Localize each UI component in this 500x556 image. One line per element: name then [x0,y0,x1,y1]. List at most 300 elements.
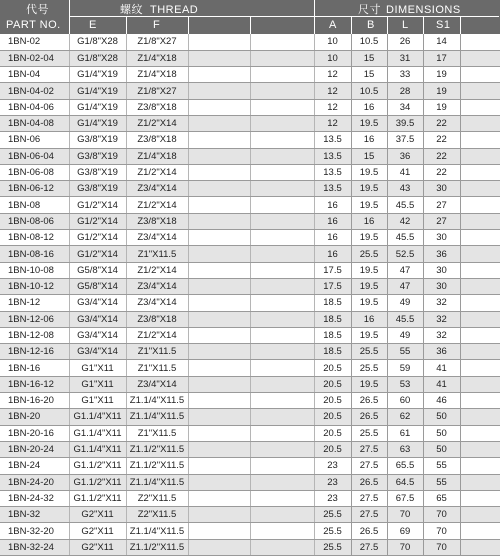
dim-a-cell: 16 [314,230,351,246]
thread-e-cell: G3/4"X14 [69,311,126,327]
blank-cell [250,115,314,131]
blank-cell [188,148,250,164]
blank-cell [460,458,500,474]
dim-a-cell: 20.5 [314,425,351,441]
blank-cell [188,458,250,474]
thread-f-cell: Z3/8"X18 [126,132,188,148]
blank-cell [460,262,500,278]
dim-b-cell: 19.5 [351,197,387,213]
table-row [0,164,500,180]
blank-cell [250,197,314,213]
table-row [0,246,500,262]
dim-a-cell: 20.5 [314,393,351,409]
thread-e-cell: G1/2"X14 [69,197,126,213]
table-row [0,50,500,66]
table-row [0,458,500,474]
blank-cell [250,34,314,50]
thread-e-cell: G1"X11 [69,393,126,409]
dim-b-cell: 27.5 [351,539,387,555]
part-no-cell: 1BN-04 [0,67,69,83]
dim-b-cell: 27.5 [351,458,387,474]
dim-l-cell: 69 [387,523,423,539]
part-no-cell: 1BN-02-04 [0,50,69,66]
blank-cell [188,50,250,66]
dim-a-cell: 25.5 [314,523,351,539]
thread-e-cell: G1.1/2"X11 [69,458,126,474]
dim-s1-cell: 32 [423,327,460,343]
dim-l-cell: 28 [387,83,423,99]
col-s1-header: S1 [436,19,451,31]
dim-s1-cell: 22 [423,132,460,148]
thread-f-cell: Z3/8"X18 [126,213,188,229]
blank-cell [188,409,250,425]
dim-b-cell: 26.5 [351,393,387,409]
dim-b-cell: 15 [351,67,387,83]
dim-s1-cell: 70 [423,539,460,555]
dim-a-cell: 12 [314,99,351,115]
dim-s1-cell: 50 [423,441,460,457]
header-divider [460,16,461,34]
dim-s1-cell: 30 [423,181,460,197]
dim-a-cell: 12 [314,115,351,131]
dim-b-cell: 19.5 [351,230,387,246]
part-no-cell: 1BN-12-16 [0,344,69,360]
part-no-cell: 1BN-16-20 [0,393,69,409]
dim-l-cell: 53 [387,376,423,392]
thread-e-cell: G1/4"X19 [69,115,126,131]
table-row [0,34,500,50]
header-divider [250,16,251,34]
thread-e-cell: G1.1/4"X11 [69,441,126,457]
dim-b-cell: 26.5 [351,523,387,539]
thread-f-cell: Z1.1/2"X11.5 [126,441,188,457]
dim-l-cell: 60 [387,393,423,409]
blank-cell [460,197,500,213]
blank-cell [250,99,314,115]
dim-l-cell: 43 [387,181,423,197]
dimensions-header-cn: 尺寸 [358,4,381,16]
dim-b-cell: 25.5 [351,425,387,441]
dim-l-cell: 65.5 [387,458,423,474]
blank-cell [188,164,250,180]
blank-cell [250,50,314,66]
blank-cell [250,425,314,441]
thread-header-cn: 螺纹 [120,4,143,16]
table-row [0,99,500,115]
blank-cell [460,441,500,457]
blank-cell [188,393,250,409]
thread-e-cell: G1.1/4"X11 [69,409,126,425]
dim-s1-cell: 30 [423,262,460,278]
blank-cell [460,67,500,83]
dim-a-cell: 16 [314,197,351,213]
dim-l-cell: 39.5 [387,115,423,131]
blank-cell [250,230,314,246]
dim-l-cell: 26 [387,34,423,50]
blank-cell [460,507,500,523]
blank-cell [250,278,314,294]
part-no-cell: 1BN-20-16 [0,425,69,441]
table-row [0,213,500,229]
blank-cell [460,311,500,327]
thread-f-cell: Z1/8"X27 [126,34,188,50]
dim-s1-cell: 55 [423,474,460,490]
part-no-cell: 1BN-32-20 [0,523,69,539]
dim-b-cell: 19.5 [351,115,387,131]
blank-cell [460,115,500,131]
part-no-header: PART NO. [6,19,61,31]
part-no-header-cn: 代号 [26,4,49,16]
dim-s1-cell: 22 [423,164,460,180]
table-row [0,67,500,83]
dim-s1-cell: 30 [423,230,460,246]
part-no-cell: 1BN-10-08 [0,262,69,278]
thread-e-cell: G1/4"X19 [69,83,126,99]
dim-a-cell: 13.5 [314,132,351,148]
thread-e-cell: G3/4"X14 [69,295,126,311]
table-row [0,262,500,278]
part-no-cell: 1BN-32 [0,507,69,523]
dim-s1-cell: 36 [423,344,460,360]
thread-f-cell: Z1"X11.5 [126,344,188,360]
header-divider [69,0,70,34]
part-no-cell: 1BN-12-06 [0,311,69,327]
blank-cell [460,474,500,490]
table-row [0,376,500,392]
blank-cell [460,164,500,180]
dim-l-cell: 45.5 [387,230,423,246]
thread-e-cell: G1/8"X28 [69,50,126,66]
blank-cell [250,360,314,376]
blank-cell [188,295,250,311]
dim-a-cell: 10 [314,34,351,50]
dim-b-cell: 16 [351,99,387,115]
part-no-cell: 1BN-08-16 [0,246,69,262]
table-header [0,0,500,34]
thread-e-cell: G1/2"X14 [69,230,126,246]
dim-b-cell: 19.5 [351,262,387,278]
dim-a-cell: 25.5 [314,507,351,523]
col-a-header: A [329,19,337,31]
blank-cell [250,246,314,262]
col-l-header: L [402,19,409,31]
blank-cell [188,490,250,506]
header-divider [126,16,127,34]
blank-cell [250,262,314,278]
blank-cell [188,311,250,327]
dim-b-cell: 26.5 [351,474,387,490]
blank-cell [250,441,314,457]
dim-b-cell: 15 [351,50,387,66]
blank-cell [188,246,250,262]
table-row [0,507,500,523]
blank-cell [460,490,500,506]
blank-cell [460,99,500,115]
part-no-cell: 1BN-08-12 [0,230,69,246]
thread-e-cell: G1"X11 [69,376,126,392]
thread-f-cell: Z1.1/4"X11.5 [126,409,188,425]
dim-b-cell: 19.5 [351,376,387,392]
dim-l-cell: 62 [387,409,423,425]
thread-e-cell: G1/2"X14 [69,213,126,229]
dim-b-cell: 19.5 [351,278,387,294]
blank-cell [460,327,500,343]
dim-s1-cell: 22 [423,115,460,131]
blank-cell [460,132,500,148]
dim-s1-cell: 36 [423,246,460,262]
table-row [0,490,500,506]
blank-cell [188,327,250,343]
dim-l-cell: 47 [387,262,423,278]
thread-e-cell: G3/8"X19 [69,148,126,164]
part-no-cell: 1BN-06-12 [0,181,69,197]
dim-l-cell: 45.5 [387,311,423,327]
dim-l-cell: 36 [387,148,423,164]
dim-l-cell: 55 [387,344,423,360]
blank-cell [460,278,500,294]
blank-cell [188,376,250,392]
blank-cell [250,295,314,311]
dim-s1-cell: 14 [423,34,460,50]
dim-l-cell: 31 [387,50,423,66]
thread-f-cell: Z3/8"X18 [126,311,188,327]
part-no-cell: 1BN-10-12 [0,278,69,294]
dim-b-cell: 27.5 [351,507,387,523]
table-row [0,393,500,409]
dim-l-cell: 70 [387,507,423,523]
dim-s1-cell: 50 [423,425,460,441]
thread-f-cell: Z1.1/2"X11.5 [126,458,188,474]
dim-l-cell: 52.5 [387,246,423,262]
dim-s1-cell: 27 [423,197,460,213]
blank-cell [460,50,500,66]
table-row [0,278,500,294]
thread-f-cell: Z3/8"X18 [126,99,188,115]
thread-e-cell: G2"X11 [69,507,126,523]
dim-l-cell: 41 [387,164,423,180]
table-row [0,83,500,99]
dim-s1-cell: 19 [423,99,460,115]
thread-f-cell: Z1"X11.5 [126,425,188,441]
thread-e-cell: G1.1/4"X11 [69,425,126,441]
blank-cell [460,230,500,246]
thread-e-cell: G2"X11 [69,539,126,555]
header-divider [351,16,352,34]
dim-s1-cell: 32 [423,295,460,311]
thread-f-cell: Z1.1/4"X11.5 [126,474,188,490]
thread-f-cell: Z1/4"X18 [126,67,188,83]
table-row [0,197,500,213]
thread-f-cell: Z1/2"X14 [126,197,188,213]
blank-cell [250,181,314,197]
blank-cell [250,164,314,180]
blank-cell [460,523,500,539]
blank-cell [188,230,250,246]
dim-a-cell: 23 [314,490,351,506]
thread-f-cell: Z2"X11.5 [126,507,188,523]
blank-cell [460,295,500,311]
table-row [0,523,500,539]
thread-f-cell: Z1.1/4"X11.5 [126,523,188,539]
dim-b-cell: 16 [351,311,387,327]
dim-a-cell: 13.5 [314,164,351,180]
blank-cell [188,441,250,457]
table-row [0,311,500,327]
dim-a-cell: 16 [314,246,351,262]
thread-f-cell: Z1/2"X14 [126,262,188,278]
dim-b-cell: 10.5 [351,34,387,50]
dim-b-cell: 27.5 [351,490,387,506]
part-no-cell: 1BN-24-32 [0,490,69,506]
dim-b-cell: 25.5 [351,246,387,262]
dim-l-cell: 61 [387,425,423,441]
thread-f-cell: Z1"X11.5 [126,246,188,262]
dim-s1-cell: 70 [423,523,460,539]
part-no-cell: 1BN-32-24 [0,539,69,555]
dim-s1-cell: 41 [423,376,460,392]
dim-a-cell: 13.5 [314,148,351,164]
blank-cell [250,507,314,523]
dim-a-cell: 18.5 [314,295,351,311]
dim-a-cell: 23 [314,458,351,474]
thread-e-cell: G3/4"X14 [69,344,126,360]
dim-b-cell: 19.5 [351,295,387,311]
dim-l-cell: 64.5 [387,474,423,490]
blank-cell [250,83,314,99]
dim-b-cell: 25.5 [351,360,387,376]
blank-cell [250,490,314,506]
col-b-header: B [367,19,375,31]
dim-l-cell: 67.5 [387,490,423,506]
dim-b-cell: 15 [351,148,387,164]
dim-s1-cell: 32 [423,311,460,327]
dim-s1-cell: 70 [423,507,460,523]
blank-cell [250,539,314,555]
blank-cell [460,539,500,555]
dim-s1-cell: 30 [423,278,460,294]
dim-l-cell: 70 [387,539,423,555]
blank-cell [460,83,500,99]
dim-l-cell: 47 [387,278,423,294]
dim-a-cell: 16 [314,213,351,229]
blank-cell [460,181,500,197]
blank-cell [188,262,250,278]
part-no-cell: 1BN-24 [0,458,69,474]
blank-cell [250,67,314,83]
header-divider [314,0,315,34]
blank-cell [250,409,314,425]
blank-cell [460,344,500,360]
thread-e-cell: G2"X11 [69,523,126,539]
thread-e-cell: G3/8"X19 [69,164,126,180]
thread-f-cell: Z3/4"X14 [126,278,188,294]
dim-b-cell: 10.5 [351,83,387,99]
table-row [0,360,500,376]
blank-cell [250,327,314,343]
dimensions-table [0,34,500,556]
table-body [0,34,500,556]
dim-b-cell: 19.5 [351,181,387,197]
dim-a-cell: 18.5 [314,327,351,343]
col-e-header: E [89,19,97,31]
thread-e-cell: G1"X11 [69,360,126,376]
dim-a-cell: 18.5 [314,311,351,327]
blank-cell [188,197,250,213]
dim-l-cell: 49 [387,327,423,343]
dim-s1-cell: 22 [423,148,460,164]
table-row [0,425,500,441]
dim-b-cell: 19.5 [351,327,387,343]
header-divider [69,16,499,17]
blank-cell [188,344,250,360]
blank-cell [250,132,314,148]
dim-b-cell: 16 [351,213,387,229]
blank-cell [188,34,250,50]
part-no-cell: 1BN-06-08 [0,164,69,180]
blank-cell [188,83,250,99]
table-row [0,295,500,311]
blank-cell [188,132,250,148]
thread-e-cell: G3/8"X19 [69,132,126,148]
blank-cell [460,148,500,164]
blank-cell [188,278,250,294]
dim-s1-cell: 19 [423,67,460,83]
thread-f-cell: Z1/4"X18 [126,148,188,164]
dimensions-header: DIMENSIONS [386,4,461,16]
blank-cell [188,425,250,441]
blank-cell [250,458,314,474]
header-divider [423,16,424,34]
dim-l-cell: 33 [387,67,423,83]
thread-e-cell: G3/8"X19 [69,181,126,197]
blank-cell [188,539,250,555]
dim-s1-cell: 19 [423,83,460,99]
table-row [0,409,500,425]
table-row [0,441,500,457]
dim-a-cell: 23 [314,474,351,490]
dim-a-cell: 20.5 [314,441,351,457]
table-row [0,344,500,360]
thread-f-cell: Z1/2"X14 [126,115,188,131]
dim-s1-cell: 46 [423,393,460,409]
thread-e-cell: G5/8"X14 [69,262,126,278]
table-row [0,181,500,197]
dim-b-cell: 27.5 [351,441,387,457]
thread-e-cell: G1/2"X14 [69,246,126,262]
dim-s1-cell: 41 [423,360,460,376]
dim-l-cell: 63 [387,441,423,457]
blank-cell [188,523,250,539]
part-no-cell: 1BN-04-02 [0,83,69,99]
part-no-cell: 1BN-04-08 [0,115,69,131]
part-no-cell: 1BN-04-06 [0,99,69,115]
table-row [0,115,500,131]
dim-b-cell: 19.5 [351,164,387,180]
dim-b-cell: 16 [351,132,387,148]
thread-f-cell: Z1"X11.5 [126,360,188,376]
blank-cell [188,99,250,115]
dim-s1-cell: 27 [423,213,460,229]
thread-e-cell: G3/4"X14 [69,327,126,343]
blank-cell [250,474,314,490]
table-row [0,539,500,555]
blank-cell [188,213,250,229]
thread-f-cell: Z3/4"X14 [126,295,188,311]
table-row [0,132,500,148]
blank-cell [250,311,314,327]
part-no-cell: 1BN-20 [0,409,69,425]
dim-b-cell: 26.5 [351,409,387,425]
